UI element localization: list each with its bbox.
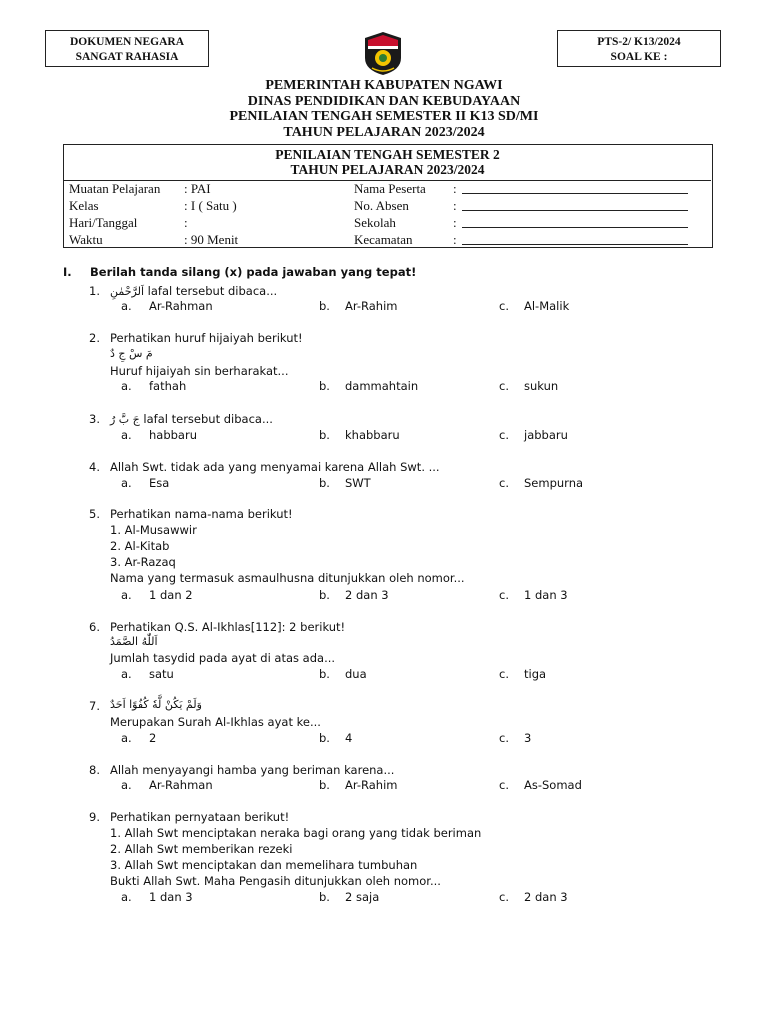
question-5-option-a[interactable]: 1 dan 2 xyxy=(149,588,193,602)
option-letter-c: c. xyxy=(499,299,509,313)
question-1-option-c[interactable]: Al-Malik xyxy=(524,299,570,313)
classification-line-2: SANGAT RAHASIA xyxy=(75,51,179,63)
option-letter-b: b. xyxy=(319,476,330,490)
student-info-box xyxy=(63,144,713,248)
question-9-line-1: 1. Allah Swt menciptakan neraka bagi orang yang tidak beriman xyxy=(110,826,482,840)
label-no-absen: No. Absen xyxy=(354,198,409,213)
colon-kecamatan: : xyxy=(453,232,457,247)
question-1-option-a[interactable]: Ar-Rahman xyxy=(149,299,213,313)
question-3-option-b[interactable]: khabbaru xyxy=(345,428,400,442)
question-8-option-c[interactable]: As-Somad xyxy=(524,778,582,792)
question-5-line-2: 2. Al-Kitab xyxy=(110,539,170,553)
question-2-option-b[interactable]: dammahtain xyxy=(345,379,419,393)
question-5-line-1: 1. Al-Musawwir xyxy=(110,523,197,537)
option-letter-a: a. xyxy=(121,299,132,313)
question-7-option-b[interactable]: 4 xyxy=(345,731,353,745)
info-title-line-1: PENILAIAN TENGAH SEMESTER 2 xyxy=(275,147,500,162)
document-classification-box xyxy=(45,30,209,67)
ngawi-regency-crest-icon xyxy=(362,30,404,76)
question-1-option-b[interactable]: Ar-Rahim xyxy=(345,299,398,313)
option-letter-a: a. xyxy=(121,476,132,490)
question-5-text: Perhatikan nama-nama berikut! xyxy=(110,507,293,521)
label-sekolah: Sekolah xyxy=(354,215,396,230)
option-letter-b: b. xyxy=(319,667,330,681)
question-3-arabic: جَ بَّ رُ xyxy=(110,413,140,426)
info-box-title xyxy=(64,147,711,177)
option-letter-b: b. xyxy=(319,379,330,393)
option-letter-c: c. xyxy=(499,379,509,393)
question-8-text: Allah menyayangi hamba yang beriman karena... xyxy=(110,763,395,777)
blank-no-absen[interactable] xyxy=(462,210,688,211)
question-9-line-2: 2. Allah Swt memberikan rezeki xyxy=(110,842,293,856)
heading-line-4: TAHUN PELAJARAN 2023/2024 xyxy=(283,124,485,140)
question-2-arabic: مَ سْ جِ دٌ xyxy=(110,347,153,360)
question-9-option-c[interactable]: 2 dan 3 xyxy=(524,890,568,904)
option-letter-c: c. xyxy=(499,731,509,745)
question-2-number: 2. xyxy=(89,331,100,345)
exam-code-box xyxy=(557,30,721,67)
classification-line-1: DOKUMEN NEGARA xyxy=(69,36,185,48)
value-hari-tanggal: : xyxy=(184,215,188,230)
question-9-line-3: 3. Allah Swt menciptakan dan memelihara tumbuhan xyxy=(110,858,418,872)
option-letter-a: a. xyxy=(121,731,132,745)
question-4-number: 4. xyxy=(89,460,100,474)
question-4-option-c[interactable]: Sempurna xyxy=(524,476,584,490)
question-6-option-c[interactable]: tiga xyxy=(524,667,547,681)
section-number: I. xyxy=(63,265,72,279)
question-8-option-b[interactable]: Ar-Rahim xyxy=(345,778,398,792)
question-2-option-c[interactable]: sukun xyxy=(524,379,559,393)
question-1-number: 1. xyxy=(89,284,100,298)
option-letter-a: a. xyxy=(121,428,132,442)
label-muatan-pelajaran: Muatan Pelajaran xyxy=(69,181,161,196)
blank-sekolah[interactable] xyxy=(462,227,688,228)
question-9-line-4: Bukti Allah Swt. Maha Pengasih ditunjukkan oleh nomor... xyxy=(110,874,441,888)
question-6-text: Perhatikan Q.S. Al-Ikhlas[112]: 2 berikut! xyxy=(110,620,346,634)
question-5-option-c[interactable]: 1 dan 3 xyxy=(524,588,568,602)
question-7-option-c[interactable]: 3 xyxy=(524,731,532,745)
document-heading xyxy=(0,78,768,140)
question-7-arabic: وَلَمْ يَكُنْ لَّهٗ كُفُوًا اَحَدٌ xyxy=(110,698,202,711)
question-4-option-b[interactable]: SWT xyxy=(345,476,371,490)
label-waktu: Waktu xyxy=(69,232,103,247)
question-6-tail: Jumlah tasydid pada ayat di atas ada... xyxy=(110,651,336,665)
option-letter-c: c. xyxy=(499,778,509,792)
option-letter-b: b. xyxy=(319,299,330,313)
question-5-line-4: Nama yang termasuk asmaulhusna ditunjukkan oleh nomor... xyxy=(110,571,465,585)
question-2-tail: Huruf hijaiyah sin berharakat... xyxy=(110,364,289,378)
question-9-option-b[interactable]: 2 saja xyxy=(345,890,380,904)
value-kelas: : I ( Satu ) xyxy=(184,198,237,213)
question-number-label: SOAL KE : xyxy=(610,51,668,63)
question-1-arabic: اَلرَّحْمٰنِ xyxy=(110,285,145,298)
question-2-text: Perhatikan huruf hijaiyah berikut! xyxy=(110,331,303,345)
heading-line-3: PENILAIAN TENGAH SEMESTER II K13 SD/MI xyxy=(229,109,539,124)
question-9-option-a[interactable]: 1 dan 3 xyxy=(149,890,193,904)
option-letter-b: b. xyxy=(319,778,330,792)
question-9-text: Perhatikan pernyataan berikut! xyxy=(110,810,290,824)
question-6-arabic: اَللّٰهُ الصَّمَدُ xyxy=(110,635,158,648)
question-6-option-a[interactable]: satu xyxy=(149,667,174,681)
option-letter-a: a. xyxy=(121,778,132,792)
option-letter-c: c. xyxy=(499,588,509,602)
question-6-option-b[interactable]: dua xyxy=(345,667,367,681)
exam-code: PTS-2/ K13/2024 xyxy=(597,36,681,48)
question-5-option-b[interactable]: 2 dan 3 xyxy=(345,588,389,602)
question-8-number: 8. xyxy=(89,763,100,777)
blank-kecamatan[interactable] xyxy=(462,244,688,245)
question-3-option-c[interactable]: jabbaru xyxy=(524,428,568,442)
option-letter-a: a. xyxy=(121,379,132,393)
option-letter-c: c. xyxy=(499,428,509,442)
option-letter-b: b. xyxy=(319,588,330,602)
question-7-option-a[interactable]: 2 xyxy=(149,731,157,745)
heading-line-1: PEMERINTAH KABUPATEN NGAWI xyxy=(265,78,503,93)
question-9-number: 9. xyxy=(89,810,100,824)
label-kelas: Kelas xyxy=(69,198,99,213)
question-7-number: 7. xyxy=(89,699,100,713)
question-3-number: 3. xyxy=(89,412,100,426)
question-3-option-a[interactable]: habbaru xyxy=(149,428,197,442)
label-kecamatan: Kecamatan xyxy=(354,232,413,247)
question-5-line-3: 3. Ar-Razaq xyxy=(110,555,176,569)
question-7-tail: Merupakan Surah Al-Ikhlas ayat ke... xyxy=(110,715,321,729)
heading-line-2: DINAS PENDIDIKAN DAN KEBUDAYAAN xyxy=(247,93,521,109)
blank-nama-peserta[interactable] xyxy=(462,193,688,194)
value-muatan-pelajaran: : PAI xyxy=(184,181,211,196)
question-4-option-a[interactable]: Esa xyxy=(149,476,170,490)
question-4-text: Allah Swt. tidak ada yang menyamai karena Allah Swt. ... xyxy=(110,460,440,474)
option-letter-c: c. xyxy=(499,476,509,490)
question-6-number: 6. xyxy=(89,620,100,634)
section-instruction: Berilah tanda silang (x) pada jawaban yang tepat! xyxy=(90,265,417,279)
info-title-line-2: TAHUN PELAJARAN 2023/2024 xyxy=(290,162,485,177)
option-letter-a: a. xyxy=(121,667,132,681)
question-8-option-a[interactable]: Ar-Rahman xyxy=(149,778,213,792)
option-letter-b: b. xyxy=(319,428,330,442)
question-5-number: 5. xyxy=(89,507,100,521)
value-waktu: : 90 Menit xyxy=(184,232,239,247)
option-letter-c: c. xyxy=(499,890,509,904)
question-2-option-a[interactable]: fathah xyxy=(149,379,187,393)
colon-sekolah: : xyxy=(453,215,457,230)
option-letter-b: b. xyxy=(319,890,330,904)
label-hari-tanggal: Hari/Tanggal xyxy=(69,215,138,230)
option-letter-a: a. xyxy=(121,890,132,904)
label-nama-peserta: Nama Peserta xyxy=(354,181,426,196)
colon-nama-peserta: : xyxy=(453,181,457,196)
question-1-text: lafal tersebut dibaca... xyxy=(147,284,278,298)
option-letter-a: a. xyxy=(121,588,132,602)
colon-no-absen: : xyxy=(453,198,457,213)
option-letter-c: c. xyxy=(499,667,509,681)
question-3-stem xyxy=(110,411,273,428)
option-letter-b: b. xyxy=(319,731,330,745)
question-3-text: lafal tersebut dibaca... xyxy=(143,412,273,426)
